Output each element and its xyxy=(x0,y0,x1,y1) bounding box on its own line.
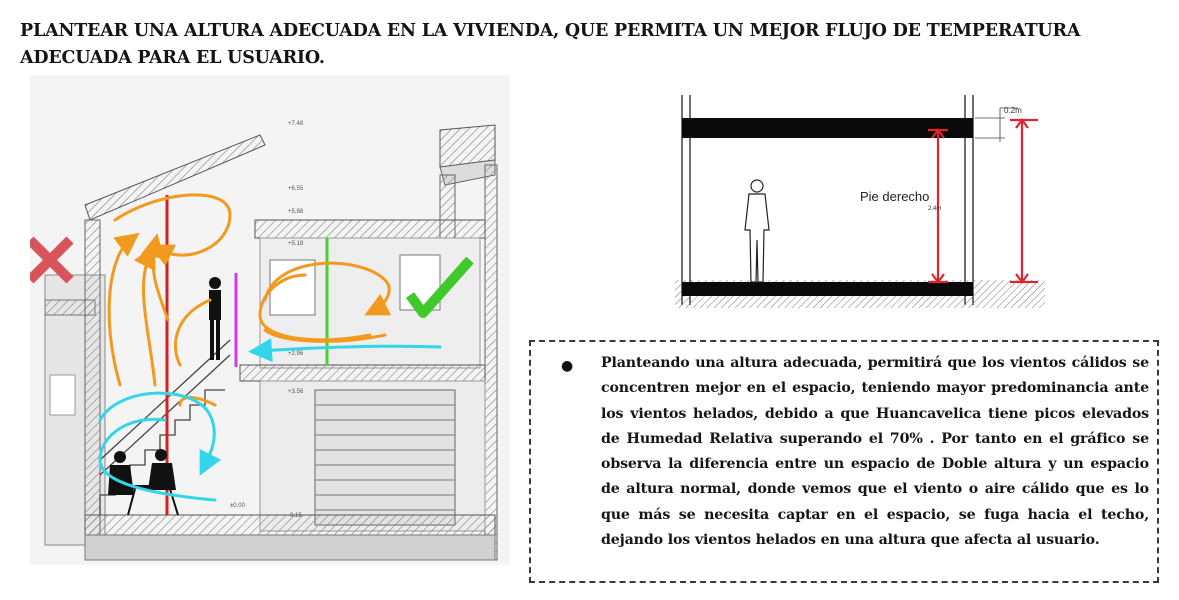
intermediate-slab xyxy=(240,365,485,381)
level-mark: -0.15 xyxy=(288,513,302,519)
pie-derecho-label: Pie derecho xyxy=(860,189,930,204)
height-value-label: 2.4m xyxy=(928,206,942,212)
level-mark: +6.55 xyxy=(288,186,304,192)
garage-door xyxy=(315,390,455,525)
explanation-text: Planteando una altura adecuada, permitirá que los vientos cálidos se concentren mejor en el espacio, teniendo mayor predominancia ante los vientos helados, debido a que Huancavelica tiene picos elevados de Humedad Relativa superando el 70% . Por tanto en el gráfico se observa la diferencia entre un espacio de Doble altura y un espacio de altura normal, donde vemos que el viento o aire cálido que es lo que más se necesita captar en el espacio, se fuga hacia el techo, dejando los vientos helados en una altura que afecta al usuario. xyxy=(601,355,1149,549)
upper-slab xyxy=(255,220,485,238)
level-mark: +7.48 xyxy=(288,121,304,127)
section-drawing xyxy=(30,75,510,565)
slab-thickness-label: 0.2m xyxy=(1004,106,1022,115)
roof-slab xyxy=(682,118,973,138)
level-mark: +2.96 xyxy=(288,351,304,357)
height-elevation-diagram xyxy=(670,90,1050,310)
level-mark: +3.56 xyxy=(288,389,304,395)
level-mark: ±0.00 xyxy=(230,503,245,509)
level-mark: +5.88 xyxy=(288,209,304,215)
level-mark: +5.18 xyxy=(288,241,304,247)
page-title: PLANTEAR UNA ALTURA ADECUADA EN LA VIVIENDA, QUE PERMITA UN MEJOR FLUJO DE TEMPERATURA ADECUADA PARA EL USUARIO. xyxy=(20,21,1081,68)
bullet-icon: ● xyxy=(561,358,574,374)
explanation-box xyxy=(529,340,1159,583)
